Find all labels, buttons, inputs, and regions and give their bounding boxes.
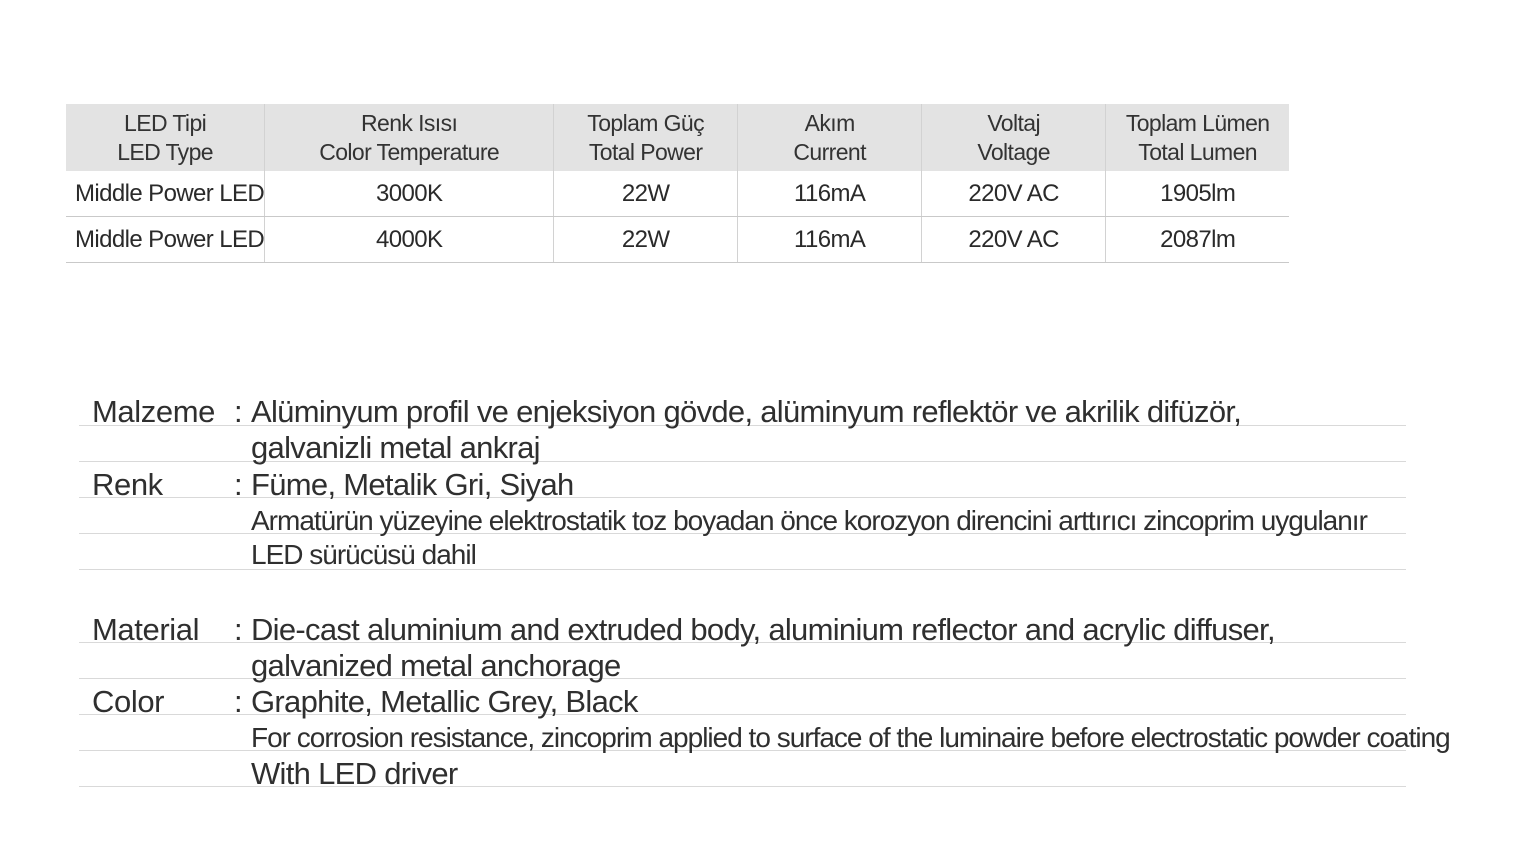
material-en-value-2: galvanized metal anchorage (251, 648, 621, 683)
colon: : (234, 467, 243, 502)
header-total-power (554, 104, 738, 171)
note-en-line-2 (0, 756, 1530, 792)
header-tr: Renk Isısı (361, 109, 458, 136)
note-tr-line-1 (0, 505, 1530, 541)
header-en: Voltage (977, 138, 1050, 165)
material-tr-line-2 (0, 430, 1530, 466)
colon: : (234, 684, 243, 719)
color-tr-label: Renk (92, 467, 163, 502)
note-tr-1: Armatürün yüzeyine elektrostatik toz boyadan önce korozyon direncini arttırıcı zincoprim uygulanır (251, 505, 1367, 536)
color-en-line (0, 684, 1530, 720)
table-row (66, 171, 1289, 217)
material-en-line-2 (0, 648, 1530, 684)
header-voltage (922, 104, 1106, 171)
cell-current: 116mA (738, 171, 922, 217)
cell-total-lumen: 1905lm (1106, 171, 1290, 217)
spec-table (66, 104, 1289, 263)
header-current (738, 104, 922, 171)
color-tr-value: Füme, Metalik Gri, Siyah (251, 467, 574, 502)
header-en: Current (793, 138, 866, 165)
header-en: LED Type (117, 138, 213, 165)
note-en-1: For corrosion resistance, zincoprim applied to surface of the luminaire before electrostatic powder coating (251, 722, 1450, 753)
header-en: Total Lumen (1138, 138, 1257, 165)
cell-total-lumen: 2087lm (1106, 217, 1290, 263)
color-en-value: Graphite, Metallic Grey, Black (251, 684, 638, 719)
cell-color-temperature: 3000K (265, 171, 554, 217)
note-en-2: With LED driver (251, 756, 458, 791)
material-tr-value-2: galvanizli metal ankraj (251, 430, 540, 465)
material-tr-label: Malzeme (92, 394, 215, 429)
color-tr-line (0, 467, 1530, 503)
material-tr-line (0, 394, 1530, 430)
header-led-type (66, 104, 265, 171)
header-en: Color Temperature (319, 138, 500, 165)
header-tr: Voltaj (987, 109, 1040, 136)
color-en-label: Color (92, 684, 165, 719)
header-tr: LED Tipi (124, 109, 207, 136)
note-tr-2: LED sürücüsü dahil (251, 539, 476, 570)
cell-led-type: Middle Power LED (66, 217, 265, 263)
colon: : (234, 394, 243, 429)
note-en-line-1 (0, 722, 1530, 758)
material-en-value: Die-cast aluminium and extruded body, aluminium reflector and acrylic diffuser, (251, 612, 1275, 647)
header-tr: Akım (804, 109, 855, 136)
table-row (66, 217, 1289, 263)
cell-current: 116mA (738, 217, 922, 263)
cell-total-power: 22W (554, 217, 738, 263)
cell-voltage: 220V AC (922, 217, 1106, 263)
cell-color-temperature: 4000K (265, 217, 554, 263)
header-tr: Toplam Lümen (1125, 109, 1270, 136)
header-total-lumen (1106, 104, 1290, 171)
cell-voltage: 220V AC (922, 171, 1106, 217)
header-tr: Toplam Güç (587, 109, 705, 136)
header-en: Total Power (588, 138, 703, 165)
material-en-label: Material (92, 612, 200, 647)
note-tr-line-2 (0, 539, 1530, 575)
colon: : (234, 612, 243, 647)
cell-led-type: Middle Power LED (66, 171, 265, 217)
header-color-temperature (265, 104, 554, 171)
table-header-row (66, 104, 1289, 171)
material-tr-value: Alüminyum profil ve enjeksiyon gövde, alüminyum reflektör ve akrilik difüzör, (251, 394, 1242, 429)
cell-total-power: 22W (554, 171, 738, 217)
material-en-line (0, 612, 1530, 648)
